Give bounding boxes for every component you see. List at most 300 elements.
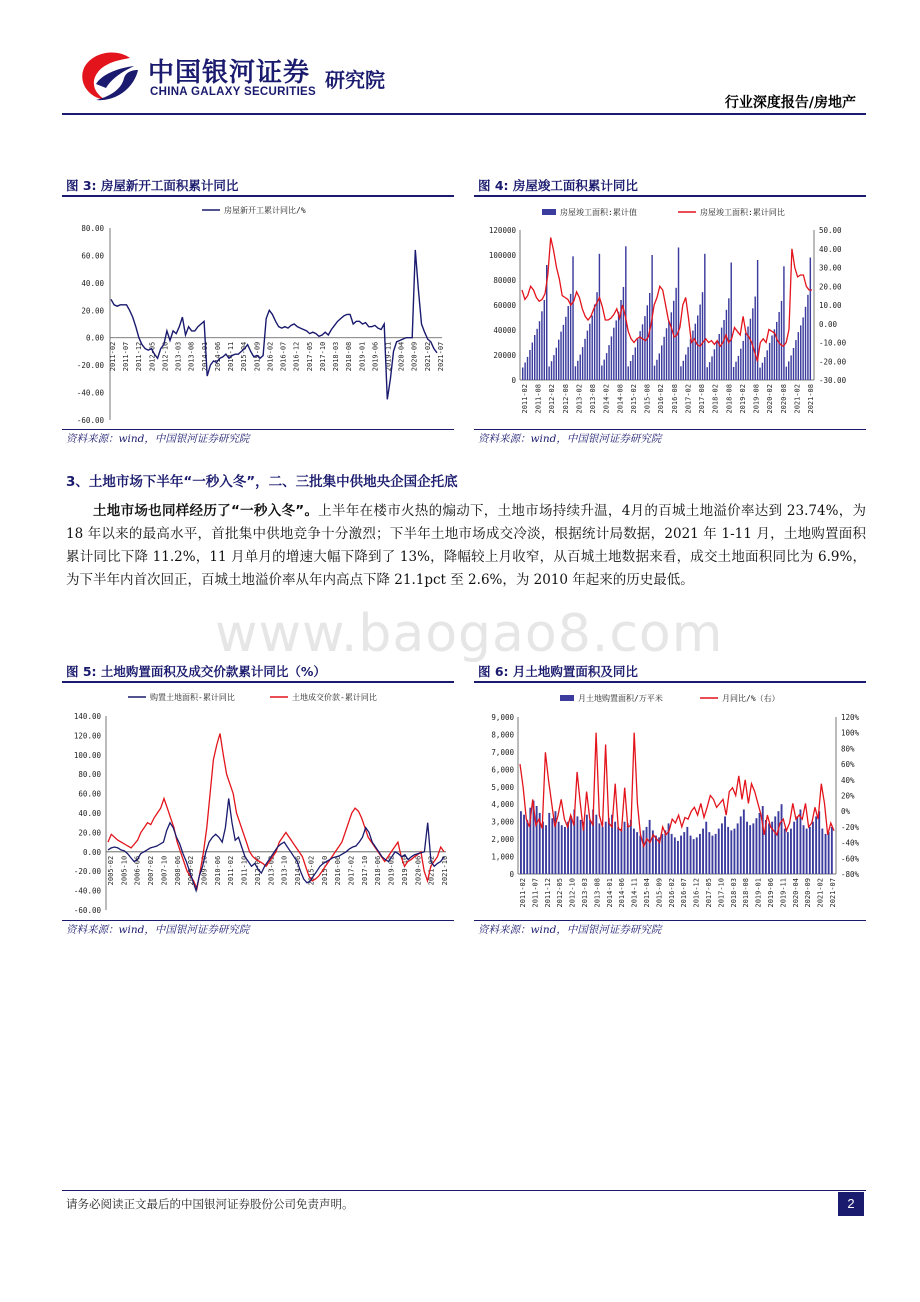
fig6-bar [705, 822, 707, 874]
fig4-bar [613, 328, 614, 380]
fig6-bar [661, 834, 663, 874]
fig6-y-tick: 1,000 [491, 852, 514, 862]
fig4-bar [558, 340, 559, 380]
fig5-y-tick: 40.00 [78, 809, 101, 818]
fig5-y-tick: 60.00 [78, 789, 101, 799]
fig4-y2-tick: -10.00 [819, 338, 847, 348]
fig4-bar [731, 263, 732, 381]
fig5-x-tick: 2014-06 [294, 855, 303, 886]
fig3-x-tick: 2019-11 [384, 341, 393, 372]
fig4-bar [587, 331, 588, 380]
fig4-bar [699, 305, 700, 381]
fig4-bar [810, 258, 811, 381]
fig4-bar [793, 348, 794, 380]
fig4-bar [762, 363, 763, 380]
fig4-y2-tick: 40.00 [819, 244, 842, 254]
fig4-bar [577, 361, 578, 380]
fig6-bar [740, 816, 742, 874]
fig6-bottom-rule [474, 920, 866, 921]
fig3-series-line [111, 250, 437, 400]
fig6-bar [749, 825, 751, 874]
fig6-bar [599, 823, 601, 874]
fig6-y2-tick: -20% [841, 822, 860, 832]
fig6-bar [551, 818, 553, 874]
fig4-y2-tick: 30.00 [819, 263, 842, 273]
fig6-title: 图 6: 月土地购置面积及同比 [478, 664, 638, 679]
fig4-y2-tick: 0.00 [819, 319, 838, 329]
fig6-x-tick: 2014-11 [630, 878, 639, 908]
fig6-bar [796, 816, 798, 874]
fig4-y-tick: 120000 [488, 226, 516, 235]
fig4-bar [534, 335, 535, 380]
fig4-bar [719, 334, 720, 380]
fig3-x-tick: 2014-06 [213, 341, 222, 372]
fig3-y-tick: 20.00 [81, 306, 104, 316]
fig6-bar [564, 827, 566, 874]
paragraph-body: 上半年在楼市火热的煽动下，土地市场持续升温，4月的百城土地溢价率达到 23.74%，为 18 年以来的最高水平，首批集中供地竞争十分激烈；下半年土地市场成交冷淡，根据统计局数据，2021 年 1-11 月，土地购置面积累计同比下降 11.2%，11 月单月的增速大幅下降到了 13%，降幅较上月收窄，从百城土地数据来看，成交土地面积同比为 6.9%，为下半年内首次回正，百城土地溢价率从年内高点下降 21.1pct 至 2.6%，为 2010 年起来的历史最低。 [66, 503, 866, 588]
fig4-bar [649, 293, 650, 380]
fig4-x-tick: 2011-02 [521, 384, 529, 414]
fig4-bar [565, 317, 566, 380]
fig6-y2-tick: -40% [841, 838, 860, 848]
fig4-bar [757, 260, 758, 380]
fig6-bar [655, 836, 657, 874]
fig3-x-tick: 2018-08 [345, 341, 354, 372]
fig4-bar [575, 366, 576, 380]
fig6-x-tick: 2018-03 [729, 878, 738, 908]
fig5-y-tick: 0.00 [82, 847, 101, 857]
fig4-x-tick: 2014-08 [616, 384, 625, 414]
company-name-cn: 中国银河证券 [148, 58, 311, 88]
fig4-bar [769, 343, 770, 380]
fig6-x-tick: 2021-02 [816, 878, 825, 908]
fig4-bar [527, 357, 528, 380]
fig4-bar [726, 310, 727, 380]
fig4-bar [642, 324, 643, 380]
fig3-x-tick: 2019-01 [358, 341, 367, 372]
fig4-x-tick: 2015-08 [643, 384, 652, 414]
fig3-y-tick: -40.00 [76, 388, 104, 398]
fig3-chart [62, 198, 454, 428]
fig4-bar [767, 350, 768, 380]
fig3-top-rule [62, 195, 454, 197]
fig3-title: 图 3: 房屋新开工面积累计同比 [66, 178, 239, 193]
fig4-title: 图 4: 房屋竣工面积累计同比 [478, 178, 638, 193]
fig6-bar [630, 820, 632, 874]
fig4-bar [764, 357, 765, 380]
fig4-bar [671, 312, 672, 380]
fig6-y2-tick: 120% [841, 713, 860, 722]
watermark: www.baogao8.com [215, 604, 724, 664]
fig4-bar [687, 347, 688, 380]
fig6-y2-tick: 100% [841, 728, 860, 738]
fig6-x-tick: 2017-05 [705, 878, 713, 908]
fig5-x-tick: 2012-06 [253, 855, 262, 886]
fig4-y-tick: 40000 [493, 326, 516, 335]
fig3-x-tick: 2011-07 [122, 341, 131, 372]
fig5-legend-label: 土地成交价款-累计同比 [292, 693, 377, 702]
fig6-bar [812, 822, 814, 874]
fig6-bar [793, 822, 795, 874]
fig4-bottom-rule [474, 429, 866, 430]
fig6-bar [752, 823, 754, 874]
fig6-y2-tick: 40% [841, 775, 855, 785]
fig5-x-tick: 2018-06 [374, 855, 383, 886]
fig6-bar [746, 822, 748, 874]
fig6-source: 资料来源：wind，中国银河证券研究院 [478, 924, 662, 936]
fig6-x-tick: 2015-04 [643, 878, 651, 908]
fig4-bar [776, 322, 777, 380]
header-divider [62, 113, 866, 115]
fig6-y2-tick: 0% [841, 807, 851, 817]
fig4-y-tick: 0 [511, 376, 516, 385]
fig4-bar [800, 325, 801, 380]
fig3-y-tick: 60.00 [81, 251, 104, 261]
fig6-bar [696, 837, 698, 874]
fig4-bar [740, 349, 741, 380]
fig6-bar [762, 806, 764, 874]
fig5-y-tick: 100.00 [73, 750, 101, 760]
fig5-x-tick: 2020-06 [414, 855, 423, 886]
fig4-x-tick: 2020-02 [766, 384, 775, 414]
fig4-bar [683, 361, 684, 380]
fig4-bar [709, 362, 710, 380]
fig5-x-tick: 2021-10 [441, 855, 449, 886]
fig4-bar [570, 294, 571, 380]
fig6-x-tick: 2020-09 [804, 878, 813, 908]
fig6-bar [699, 834, 701, 874]
fig6-bar [828, 832, 830, 874]
fig4-bar [716, 342, 717, 380]
fig4-legend-swatch [542, 209, 556, 215]
fig4-bar [560, 332, 561, 380]
fig6-bar [683, 832, 685, 874]
fig4-bar [539, 321, 540, 380]
fig4-bar [630, 361, 631, 380]
fig6-x-tick: 2011-02 [519, 878, 527, 908]
fig4-bar [666, 328, 667, 380]
fig4-bar [668, 321, 669, 380]
fig3-y-tick: 40.00 [81, 278, 104, 288]
page-number: 2 [838, 1192, 864, 1216]
fig6-bar [677, 841, 679, 874]
fig6-bar [825, 834, 827, 874]
fig5-x-tick: 2013-10 [280, 855, 289, 886]
fig4-bar [556, 348, 557, 380]
fig6-bar [818, 811, 820, 874]
fig4-bar [697, 316, 698, 381]
fig6-bar [774, 816, 776, 874]
fig6-bar [605, 822, 607, 874]
fig5-x-tick: 2011-10 [240, 855, 249, 886]
fig3-bottom-rule [62, 429, 454, 430]
report-type: 行业深度报告/房地产 [724, 95, 856, 111]
fig6-bar [570, 816, 572, 874]
fig6-bar [768, 823, 770, 874]
fig6-y-tick: 6,000 [491, 765, 514, 775]
fig4-bar [599, 254, 600, 380]
fig6-x-tick: 2017-10 [717, 878, 726, 908]
fig4-bar [659, 353, 660, 380]
fig5-x-tick: 2009-10 [200, 855, 209, 886]
fig4-y2-tick: 50.00 [819, 226, 842, 235]
fig4-bar [781, 301, 782, 380]
fig5-x-tick: 2019-02 [387, 855, 396, 886]
fig4-y2-tick: 20.00 [819, 282, 842, 292]
fig4-bar [639, 331, 640, 380]
fig3-x-tick: 2021-07 [437, 341, 445, 372]
fig6-chart [474, 684, 866, 920]
fig4-bar [807, 295, 808, 380]
fig5-x-tick: 2019-10 [400, 855, 409, 886]
fig4-bar [532, 343, 533, 381]
fig6-bar [821, 829, 823, 874]
fig3-x-tick: 2017-10 [318, 341, 327, 372]
fig4-y2-tick: -20.00 [819, 357, 847, 367]
fig6-bar [724, 816, 726, 874]
fig6-bar [702, 829, 704, 874]
fig6-bar [800, 810, 802, 875]
fig6-bar [743, 810, 745, 875]
fig4-x-tick: 2019-08 [752, 384, 761, 414]
fig4-bar [795, 340, 796, 380]
fig6-bar [831, 827, 833, 874]
fig4-y2-tick: -30.00 [819, 376, 847, 385]
galaxy-logo-icon [78, 48, 140, 104]
fig4-bar [695, 324, 696, 380]
fig4-bar [711, 356, 712, 380]
footer-disclaimer: 请务必阅读正文最后的中国银河证券股份公司免责声明。 [66, 1197, 354, 1211]
fig6-bar [586, 815, 588, 874]
fig4-x-tick: 2018-02 [711, 384, 720, 414]
fig6-y2-tick: 20% [841, 791, 855, 801]
fig4-bar [584, 339, 585, 380]
fig6-x-tick: 2019-11 [779, 878, 788, 908]
fig6-bar [542, 822, 544, 874]
fig5-bottom-rule [62, 920, 454, 921]
fig5-y-tick: 80.00 [78, 770, 101, 780]
fig5-chart [62, 684, 454, 920]
fig5-x-tick: 2008-06 [173, 855, 182, 886]
fig6-bar [636, 832, 638, 874]
fig6-bar [526, 820, 528, 874]
fig4-bar [704, 254, 705, 380]
fig4-bar [783, 266, 784, 380]
fig5-x-tick: 2016-06 [334, 855, 343, 886]
institute-name: 研究院 [325, 68, 385, 92]
fig4-source: 资料来源：wind，中国银河证券研究院 [478, 433, 662, 445]
fig4-bar [529, 350, 530, 380]
fig6-x-tick: 2011-12 [543, 878, 552, 908]
fig4-legend-label: 房屋竣工面积:累计同比 [700, 208, 785, 217]
fig4-bar [635, 347, 636, 380]
fig3-x-tick: 2014-01 [200, 341, 209, 372]
fig6-top-rule [474, 681, 866, 683]
fig6-x-tick: 2016-12 [692, 878, 701, 908]
fig4-bar [750, 319, 751, 380]
fig3-x-tick: 2016-02 [266, 341, 275, 372]
fig4-bar [551, 361, 552, 380]
fig4-bar [714, 349, 715, 380]
fig4-bar [541, 311, 542, 380]
fig5-x-tick: 2005-10 [120, 855, 129, 886]
section-heading: 3、土地市场下半年“一秒入冬”，二、三批集中供地央企国企托底 [66, 474, 458, 490]
fig4-bar [790, 355, 791, 380]
fig4-bar [647, 305, 648, 380]
fig6-x-tick: 2013-08 [593, 878, 602, 908]
fig6-bar [778, 811, 780, 874]
fig3-y-tick: 80.00 [81, 224, 104, 233]
fig5-x-tick: 2015-10 [320, 855, 329, 886]
fig4-bar [735, 362, 736, 380]
fig6-bar [561, 825, 563, 874]
fig4-bar [580, 355, 581, 380]
fig3-x-tick: 2016-07 [279, 341, 288, 372]
fig5-x-tick: 2021-02 [427, 855, 436, 886]
fig4-bar [654, 366, 655, 380]
fig5-x-tick: 2015-02 [307, 855, 316, 886]
fig3-x-tick: 2012-10 [161, 341, 170, 372]
fig6-bar [715, 834, 717, 874]
fig5-x-tick: 2013-02 [267, 855, 276, 886]
fig4-bar [632, 355, 633, 380]
fig4-x-tick: 2012-02 [548, 384, 557, 414]
fig4-top-rule [474, 195, 866, 197]
fig6-bar [806, 829, 808, 874]
fig6-y-tick: 0 [509, 870, 514, 879]
fig4-bar [544, 300, 545, 380]
fig3-source: 资料来源：wind，中国银河证券研究院 [66, 433, 250, 445]
fig6-bar [558, 822, 560, 874]
fig6-x-tick: 2020-04 [791, 878, 800, 908]
fig4-bar [644, 316, 645, 380]
fig6-bar [633, 829, 635, 874]
fig4-x-tick: 2017-08 [698, 384, 707, 414]
fig6-x-tick: 2014-06 [618, 878, 627, 908]
fig4-bar [678, 248, 679, 381]
fig3-x-tick: 2015-09 [253, 341, 262, 372]
fig4-bar [596, 292, 597, 380]
fig4-bar [656, 360, 657, 380]
fig6-bar [809, 827, 811, 874]
fig6-bar [693, 839, 695, 874]
fig4-x-tick: 2021-08 [807, 384, 815, 414]
fig6-bar [520, 811, 522, 874]
fig3-x-tick: 2020-09 [410, 341, 419, 372]
fig5-title: 图 5: 土地购置面积及成交价款累计同比（%） [66, 664, 326, 679]
logo [78, 48, 140, 104]
fig6-bar [756, 818, 758, 874]
fig6-bar [686, 827, 688, 874]
fig3-x-tick: 2012-05 [148, 341, 157, 372]
fig6-legend-label: 月同比/%（右） [722, 694, 780, 703]
fig4-x-tick: 2012-08 [561, 384, 570, 414]
fig6-bar [674, 837, 676, 874]
fig3-x-tick: 2018-03 [332, 341, 341, 372]
footer-divider [62, 1190, 866, 1191]
fig4-bar [743, 341, 744, 380]
fig3-x-tick: 2019-06 [371, 341, 380, 372]
fig4-bar [675, 288, 676, 380]
fig4-bar [778, 312, 779, 380]
fig6-legend-swatch [560, 695, 574, 701]
fig6-bar [617, 827, 619, 874]
fig4-bar [738, 356, 739, 380]
fig6-bar [784, 829, 786, 874]
fig4-bar [604, 360, 605, 380]
fig4-bar [728, 298, 729, 380]
fig6-y-tick: 5,000 [491, 782, 514, 792]
fig3-y-tick: -60.00 [76, 416, 104, 425]
fig4-x-tick: 2011-08 [534, 384, 543, 414]
fig6-x-tick: 2012-05 [556, 878, 565, 908]
fig6-bar [627, 823, 629, 874]
fig6-x-tick: 2018-08 [742, 878, 751, 908]
fig4-y2-tick: 10.00 [819, 301, 842, 310]
fig5-y-tick: 20.00 [78, 828, 101, 838]
fig6-bar [718, 829, 720, 874]
fig6-bar [523, 815, 525, 874]
fig6-bar [815, 816, 817, 874]
fig6-bar [790, 829, 792, 874]
fig3-x-tick: 2011-02 [109, 341, 117, 372]
fig6-bar [708, 832, 710, 874]
fig6-bar [545, 825, 547, 874]
fig4-bar [702, 292, 703, 380]
fig4-x-tick: 2013-02 [575, 384, 584, 414]
fig4-bar [798, 332, 799, 380]
fig6-bar [671, 834, 673, 874]
fig6-bar [624, 822, 626, 874]
fig5-y-tick: 120.00 [73, 731, 101, 741]
fig3-x-tick: 2017-05 [305, 341, 314, 372]
fig4-y-tick: 100000 [488, 251, 516, 260]
fig6-bar [759, 813, 761, 874]
fig6-bar [803, 825, 805, 874]
fig6-bar [730, 830, 732, 874]
fig4-bar [733, 367, 734, 380]
fig6-y2-tick: 80% [841, 744, 855, 754]
fig6-y-tick: 7,000 [491, 747, 514, 757]
fig4-bar [548, 367, 549, 381]
fig5-x-tick: 2006-06 [133, 855, 142, 886]
fig6-y-tick: 3,000 [491, 817, 514, 827]
fig4-bar [759, 368, 760, 380]
fig4-bar [786, 367, 787, 380]
fig4-bar [618, 312, 619, 380]
fig4-bar [616, 320, 617, 380]
fig3-legend-label: 房屋新开工累计同比/% [224, 206, 306, 215]
fig6-bar [536, 806, 538, 874]
fig4-x-tick: 2016-08 [670, 384, 679, 414]
fig4-bar [594, 305, 595, 381]
fig6-bar [589, 820, 591, 874]
paragraph-lead: 土地市场也同样经历了“一秒入冬”。 [93, 503, 319, 519]
fig5-x-tick: 2017-02 [347, 855, 356, 886]
fig4-bar [536, 329, 537, 380]
fig4-bar [707, 367, 708, 380]
fig3-x-tick: 2013-03 [174, 341, 183, 372]
fig6-y-tick: 2,000 [491, 835, 514, 845]
fig4-bar [524, 363, 525, 381]
fig5-x-tick: 2007-02 [147, 855, 156, 886]
fig4-bar [601, 366, 602, 381]
fig6-bar [639, 836, 641, 874]
fig4-x-tick: 2013-08 [589, 384, 598, 414]
fig6-x-tick: 2019-06 [767, 878, 775, 908]
fig6-bar [621, 829, 623, 874]
fig6-x-tick: 2011-07 [531, 878, 540, 908]
